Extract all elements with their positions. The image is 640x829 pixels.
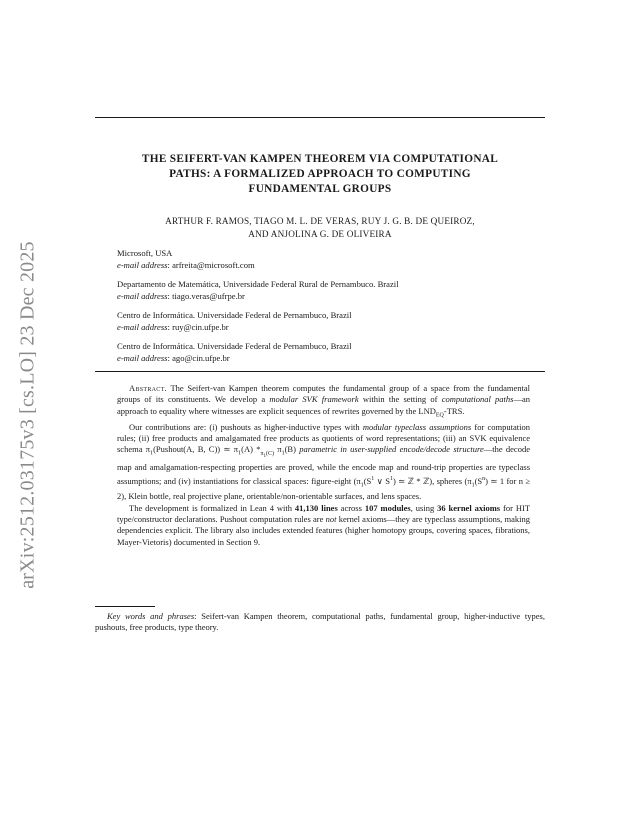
keywords-footnote <box>95 611 545 634</box>
author-list <box>95 215 545 240</box>
subscript-one: 1 <box>238 450 242 457</box>
affiliation-email-line: e-mail address: tiago.veras@ufrpe.br <box>117 290 245 301</box>
abstract-text: (B) <box>284 444 300 455</box>
abstract-bold: 107 modules <box>364 502 411 513</box>
affiliation <box>117 310 352 333</box>
abstract-text: ) ≃ 1 for n ≥ 2), Klein bottle, real projective plane, orientable/non-orientable surfaces, and lens spaces. <box>117 475 531 502</box>
email-address[interactable]: ruy@cin.ufpe.br <box>172 321 229 332</box>
superscript-n: n <box>482 475 486 482</box>
subscript-pi1c: π1(C) <box>260 450 274 460</box>
abstract-text: within the setting of <box>358 394 442 405</box>
subscript-one: 1 <box>471 482 475 489</box>
abstract-emphasis: parametric in user-supplied encode/decode structure <box>299 444 484 455</box>
email-address[interactable]: ago@cin.ufpe.br <box>172 352 230 363</box>
abstract-paragraph <box>117 383 530 422</box>
superscript-one: 1 <box>389 475 393 482</box>
top-rule <box>95 117 545 118</box>
superscript-one: 1 <box>371 475 375 482</box>
abstract-emphasis: computational paths <box>441 394 514 405</box>
author-line: ARTHUR F. RAMOS, TIAGO M. L. DE VERAS, RUY J. G. B. DE QUEIROZ, <box>165 216 475 226</box>
abstract-text: (A) * <box>241 444 261 455</box>
abstract-label: Abstract. <box>129 383 167 393</box>
abstract-text: ) ≃ ℤ * ℤ), spheres (π <box>392 475 472 486</box>
affiliation <box>117 279 399 302</box>
abstract-text: for HIT type/constructor declarations. Pushout computation rules are <box>117 502 531 525</box>
abstract-text: —the decode map and amalgamation-respecting properties are proved, while the encode map and round-trip properties are typeclass assumptions; and (iv) instantiations for classical spaces: figure-eight (π <box>117 444 530 486</box>
affiliation-institution: Centro de Informática. Universidade Federal de Pernambuco, Brazil <box>117 310 352 320</box>
affiliation-institution: Centro de Informática. Universidade Federal de Pernambuco, Brazil <box>117 341 352 351</box>
abstract-text: π <box>273 444 282 455</box>
abstract-text: —an approach to equality where witnesses are explicit sequences of rewrites governed by the LND <box>117 394 531 416</box>
affiliation-email-line: e-mail address: arfreita@microsoft.com <box>117 259 255 270</box>
keywords-label: Key words and phrases <box>107 611 195 621</box>
email-label: e-mail address <box>117 290 168 301</box>
email-address[interactable]: arfreita@microsoft.com <box>172 259 255 270</box>
abstract-subscript: EQ <box>435 412 444 419</box>
abstract-text: (Pushout(A, B, C)) ≃ π <box>153 444 239 455</box>
abstract-text: Our contributions are: (i) pushouts as higher-inductive types with <box>129 421 363 432</box>
affiliation-email-line: e-mail address: ago@cin.ufpe.br <box>117 352 230 363</box>
arxiv-stamp <box>8 225 48 605</box>
email-label: e-mail address <box>117 321 168 332</box>
affiliation-email-line: e-mail address: ruy@cin.ufpe.br <box>117 321 229 332</box>
subscript-one: 1 <box>360 482 364 489</box>
affiliation-institution: Departamento de Matemática, Universidade Federal Rural de Pernambuco. Brazil <box>117 279 399 289</box>
abstract-text: (S <box>474 475 483 486</box>
abstract-paragraph <box>117 422 530 503</box>
email-address[interactable]: tiago.veras@ufrpe.br <box>172 290 245 301</box>
subscript-one: 1 <box>150 450 154 457</box>
affiliation-institution: Microsoft, USA <box>117 248 173 258</box>
abstract-text: The Seifert-van Kampen theorem computes the fundamental group of a space from the fundamental groups of its constituents. We develop a <box>117 383 530 405</box>
abstract-text: for computation rules; (ii) free products and amalgamated free products as quotients of word representations; (iii) an SVK equivalence schema π <box>117 421 531 455</box>
abstract-text: ∨ S <box>374 475 390 486</box>
footnote-rule <box>95 606 155 607</box>
abstract-emphasis: modular SVK framework <box>269 394 359 405</box>
abstract-text: , using <box>410 502 438 513</box>
author-line: AND ANJOLINA G. DE OLIVEIRA <box>248 228 392 239</box>
abstract-rule <box>95 371 545 372</box>
abstract <box>117 383 530 548</box>
email-label: e-mail address <box>117 259 168 270</box>
abstract-text: kernel axioms—they are typeclass assumptions, making dependencies explicit. The library also includes extended features (higher homotopy groups, covering spaces, fibrations, Mayer-Vietoris) documented in Section 9. <box>117 514 530 547</box>
abstract-paragraph <box>117 503 530 548</box>
abstract-text: across <box>337 502 365 513</box>
email-label: e-mail address <box>117 352 168 363</box>
abstract-text: The development is formalized in Lean 4 with <box>129 502 295 513</box>
title-line: FUNDAMENTAL GROUPS <box>248 183 392 195</box>
paper-title <box>95 152 545 197</box>
title-line: PATHS: A FORMALIZED APPROACH TO COMPUTING <box>169 168 471 180</box>
affiliation <box>117 248 255 271</box>
subscript-one: 1 <box>281 450 285 457</box>
abstract-emphasis: not <box>325 514 337 525</box>
abstract-bold: 41,130 lines <box>294 502 338 513</box>
affiliation <box>117 341 352 364</box>
abstract-text: (S <box>363 475 372 486</box>
title-line: THE SEIFERT-VAN KAMPEN THEOREM VIA COMPUTATIONAL <box>141 153 499 165</box>
abstract-bold: 36 kernel axioms <box>437 502 501 513</box>
abstract-text: -TRS. <box>443 405 465 416</box>
keywords-text: : Seifert-van Kampen theorem, computational paths, fundamental group, higher-inductive types, pushouts, free products, type theory. <box>95 611 545 633</box>
abstract-emphasis: modular typeclass assumptions <box>362 421 472 432</box>
arxiv-identifier: arXiv:2512.03175v3 [cs.LO] 23 Dec 2025 <box>16 241 39 589</box>
